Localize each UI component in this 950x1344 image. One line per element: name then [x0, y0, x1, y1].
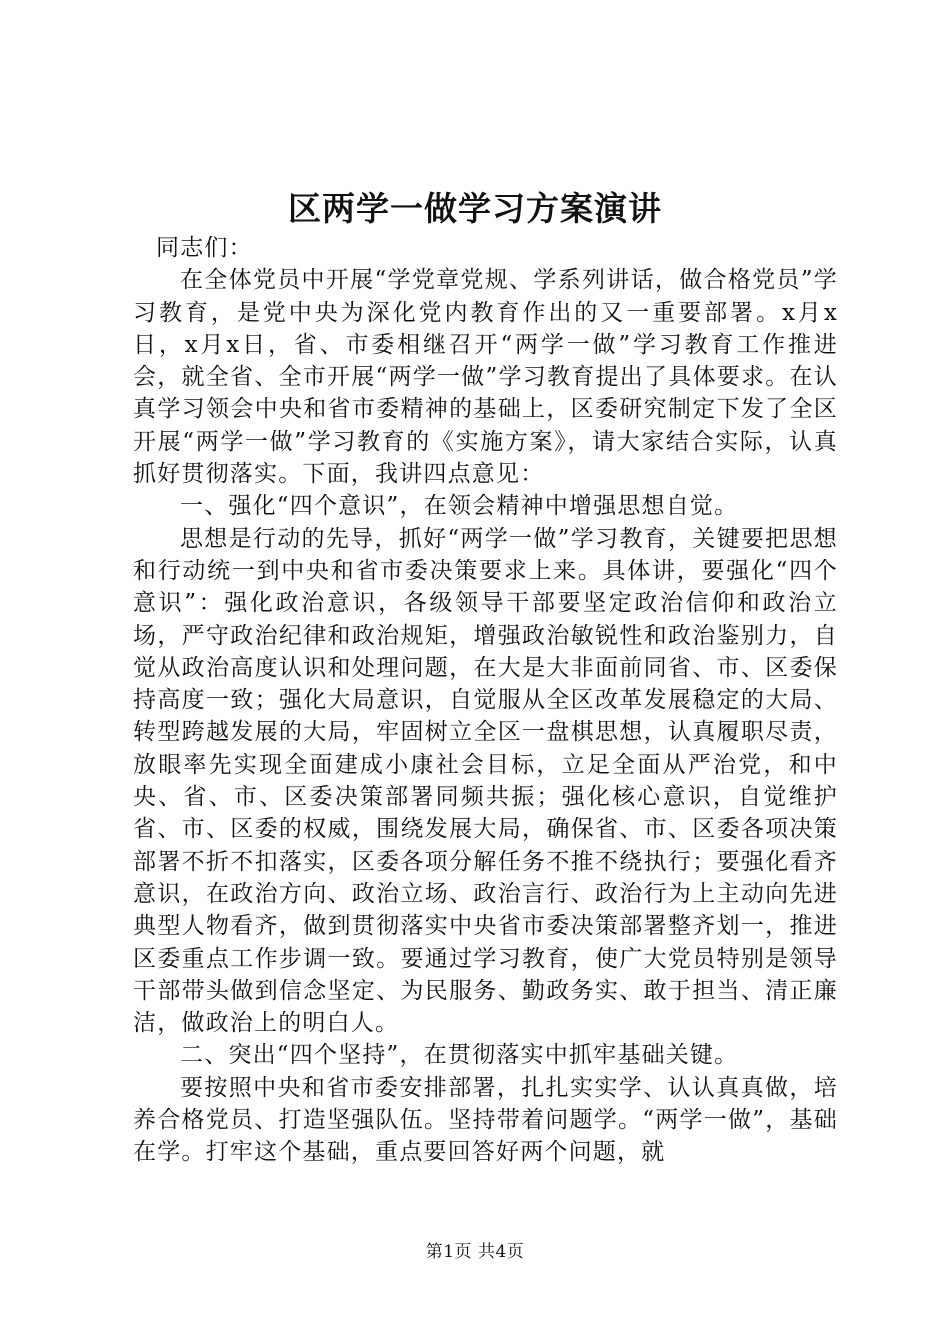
section-heading: 二、突出“四个坚持”，在贯彻落实中抓牢基础关键。 — [180, 1042, 739, 1069]
body-paragraph: 在全体党员中开展“学党章党规、学系列讲话，做合格党员”学习教育，是党中央为深化党内教育作出的又一重要部署。x月x日，x月x日，省、市委相继召开“两学一做”学习教育工作推进会，就全省、全市开展“两学一做”学习教育提出了具体要求。在认真学习领会中央和省市委精神的基础上，区委研究制定下发了全区开展“两学一做”学习教育的《实施方案》，请大家结合实际，认真抓好贯彻落实。下面，我讲四点意见： — [133, 267, 838, 488]
body-paragraph: 思想是行动的先导，抓好“两学一做”学习教育，关键要把思想和行动统一到中央和省市委决策要求上来。具体讲，要强化“四个意识”：强化政治意识，各级领导干部要坚定政治信仰和政治立场，严守政治纪律和政治规矩，增强政治敏锐性和政治鉴别力，自觉从政治高度认识和处理问题，在大是大非面前同省、市、区委保持高度一致；强化大局意识，自觉服从全区改革发展稳定的大局、转型跨越发展的大局，牢固树立全区一盘棋思想，认真履职尽责，放眼率先实现全面建成小康社会目标，立足全面从严治党，和中央、省、市、区委决策部署同频共振；强化核心意识，自觉维护省、市、区委的权威，围绕发展大局，确保省、市、区委各项决策部署不折不扣落实，区委各项分解任务不推不绕执行；要强化看齐意识，在政治方向、政治立场、政治言行、政治行为上主动向先进典型人物看齐，做到贯彻落实中央省市委决策部署整齐划一，推进区委重点工作步调一致。要通过学习教育，使广大党员特别是领导干部带头做到信念坚定、为民服务、勤政务实、敢于担当、清正廉洁，做政治上的明白人。 — [133, 525, 838, 1037]
body-paragraph: 要按照中央和省市委安排部署，扎扎实实学、认认真真做，培养合格党员、打造坚强队伍。坚持带着问题学。“两学一做”，基础在学。打牢这个基础，重点要回答好两个问题，就 — [133, 1074, 838, 1166]
section-heading: 一、强化“四个意识”，在领会精神中增强思想自觉。 — [180, 493, 739, 520]
page-footer: 第1页 共4页 — [425, 1242, 525, 1262]
greeting-line: 同志们： — [156, 235, 253, 261]
document-body — [133, 232, 838, 1169]
document-title: 区两学一做学习方案演讲 — [288, 189, 662, 228]
